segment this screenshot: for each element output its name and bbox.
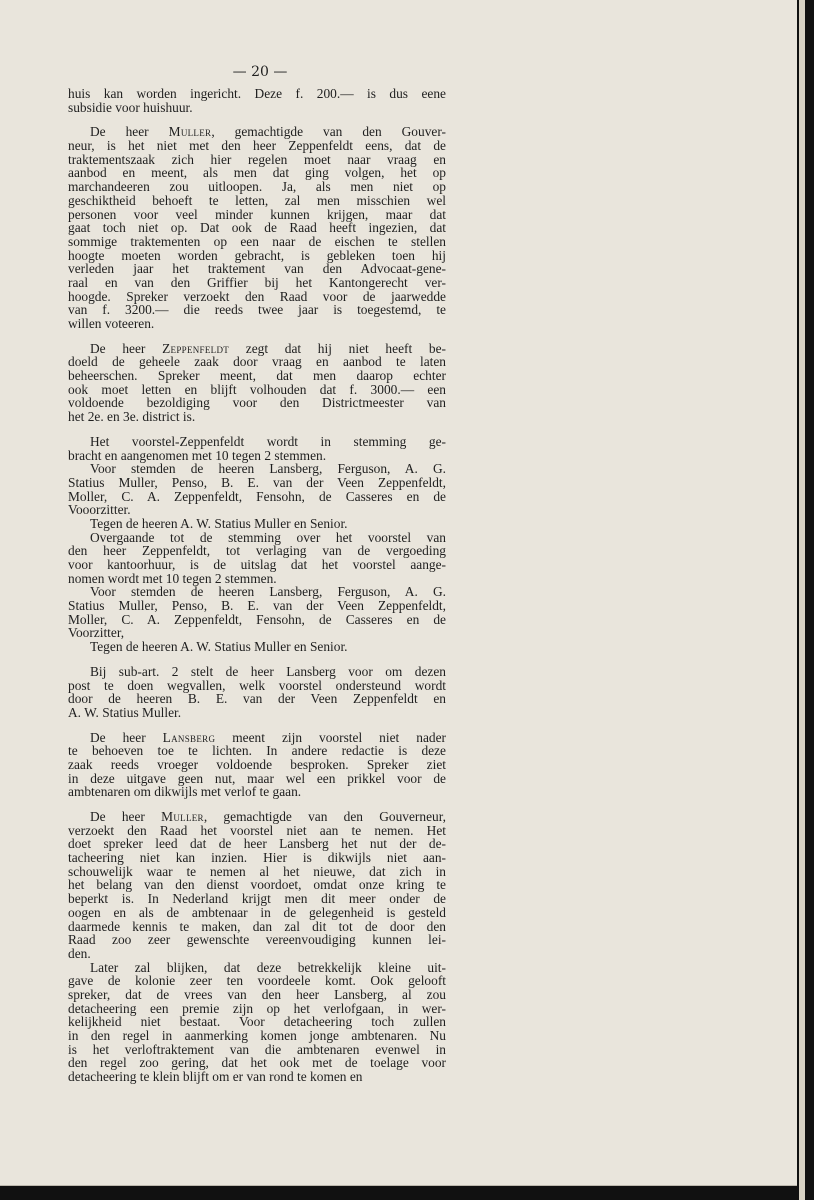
text-line: nomen wordt met 10 tegen 2 stemmen.	[68, 570, 277, 586]
text-line: verleden jaar het traktement van den Advocaat-gene-	[68, 261, 446, 277]
text-line: het 2e. en 3e. district is.	[68, 409, 196, 425]
page-number: — 20 —	[232, 64, 288, 80]
text-line: voor kantoorhuur, is de uitslag dat het voorstel aange-	[68, 557, 446, 572]
text-line: den regel zoo gering, dat het ook met de toelage voor	[68, 1055, 446, 1071]
paragraph	[68, 342, 446, 424]
text-line: Voorzitter,	[68, 625, 125, 641]
text-line: te behoeven toe te lichten. In andere redactie is deze	[68, 743, 446, 759]
text-line: den.	[68, 945, 91, 961]
text-line: De heer Muller, gemachtigde van den Gouver-	[90, 124, 446, 140]
text-line: beperkt is. In Nederland krijgt men dit meer onder de	[68, 891, 446, 907]
text-line: doet spreker leed dat de heer Lansberg het nut der de-	[68, 836, 446, 852]
text-line: voldoende bezoldiging voor den Districtmeester van	[68, 395, 446, 411]
text-line: Tegen de heeren A. W. Statius Muller en Senior.	[90, 639, 348, 655]
text-line: post te doen wegvallen, welk voorstel ondersteund wordt	[68, 677, 446, 693]
text-line: zaak reeds vroeger voldoende besproken. Spreker ziet	[68, 756, 446, 772]
text-line: geschiktheid behoeft te letten, zal men misschien wel	[68, 192, 446, 208]
text-line: kelijkheid niet bestaat. Voor detacheering toch zullen	[68, 1014, 446, 1030]
text-line: Raad zoo zeer gewenschte vereenvoudiging kunnen lei-	[68, 932, 446, 948]
text-line: Vooorzitter.	[68, 502, 131, 518]
text-line: door de heeren B. E. van der Veen Zeppenfeldt en	[68, 691, 446, 707]
text-line: detacheering te klein blijft om er van rond te komen en	[68, 1069, 363, 1085]
paragraph	[68, 517, 446, 531]
text-line: huis kan worden ingericht. Deze f. 200.— is dus eene	[68, 86, 446, 101]
text-line: hoogde. Spreker verzoekt den Raad voor de jaarwedde	[68, 288, 446, 304]
text-line: De heer Zeppenfeldt zegt dat hij niet heeft be-	[90, 340, 446, 356]
text-line: bracht en aangenomen met 10 tegen 2 stemmen.	[68, 447, 327, 463]
text-line: Voor stemden de heeren Lansberg, Ferguson, A. G.	[90, 584, 446, 600]
text-line: oogen en als de ambtenaar in de gelegenheid is gesteld	[68, 904, 446, 920]
text-line: neur, is het niet met den heer Zeppenfeldt eens, dat de	[68, 138, 446, 154]
text-line: doeld de geheele zaak door vraag en aanbod te laten	[68, 354, 446, 370]
text-line: sommige traktementen op een naar de eischen te stellen	[68, 233, 446, 249]
text-line: het belang van den dienst voordoet, omdat onze kring te	[68, 877, 446, 893]
scan-border-right	[797, 0, 814, 1200]
text-line: detacheering een premie zijn op het verlofgaan, in wer-	[68, 1000, 446, 1016]
text-line: raal en van den Griffier bij het Kantongerecht ver-	[68, 274, 446, 290]
paragraph	[68, 125, 446, 330]
speaker-name: Zeppenfeldt	[162, 340, 230, 356]
text-line: schouwelijk waar te nemen al het nieuwe, dat zich in	[68, 863, 446, 879]
text-line: Later zal blijken, dat deze betrekkelijk kleine uit-	[90, 959, 446, 975]
text-line: ambtenaren om dikwijls met verlof te gaan.	[68, 784, 302, 800]
text-line: Statius Muller, Penso, B. E. van der Veen Zeppenfeldt,	[68, 474, 446, 490]
text-line: A. W. Statius Muller.	[68, 704, 182, 720]
paragraph	[68, 531, 446, 586]
text-line: Statius Muller, Penso, B. E. van der Veen Zeppenfeldt,	[68, 598, 446, 614]
text-line: willen voteeren.	[68, 316, 155, 331]
text-line: personen voor veel minder kunnen krijgen, maar dat	[68, 206, 446, 222]
text-line: daarmede kennis te maken, dan zal dit tot de door den	[68, 918, 446, 934]
text-line: subsidie voor huishuur.	[68, 99, 193, 115]
paragraph	[68, 810, 446, 961]
speaker-name: Muller	[168, 124, 212, 140]
text-line: Tegen de heeren A. W. Statius Muller en Senior.	[90, 515, 348, 531]
text-line: ook moet letten en blijft volhouden dat f. 3000.— een	[68, 381, 446, 397]
text-line: spreker, dat de vrees van den heer Lansberg, al zou	[68, 986, 446, 1002]
text-line: Bij sub-art. 2 stelt de heer Lansberg voor om dezen	[90, 663, 446, 679]
paragraph	[68, 585, 446, 640]
text-line: Voor stemden de heeren Lansberg, Ferguson, A. G.	[90, 461, 446, 477]
text-line: aanbod en meent, als men dat ging volgen, het op	[68, 165, 446, 181]
paragraph	[68, 731, 446, 799]
body-text	[68, 87, 446, 1084]
text-line: tacheering niet kan inzien. Hier is dikwijls niet aan-	[68, 850, 446, 866]
text-line: verzoekt den Raad het voorstel niet aan te nemen. Het	[68, 822, 446, 838]
text-line: De heer Lansberg meent zijn voorstel niet nader	[90, 729, 446, 745]
paragraph	[68, 87, 446, 114]
text-line: traktementszaak zich hier regelen moet naar vraag en	[68, 151, 446, 167]
text-line: is het verloftraktement van die ambtenaren evenwel in	[68, 1041, 446, 1057]
paragraph	[68, 665, 446, 720]
text-line: Moller, C. A. Zeppenfeldt, Fensohn, de Casseres en de	[68, 488, 446, 504]
text-line: Het voorstel-Zeppenfeldt wordt in stemming ge-	[90, 433, 446, 449]
text-line: Moller, C. A. Zeppenfeldt, Fensohn, de Casseres en de	[68, 611, 446, 627]
speaker-name: Muller	[161, 809, 204, 824]
text-line: hoogte moeten worden gebracht, is gebleken toen hij	[68, 247, 446, 263]
text-line: beheerschen. Spreker meent, dat men daarop echter	[68, 368, 446, 384]
text-line: gave de kolonie zeer ten voordeele komt. Ook gelooft	[68, 973, 446, 989]
text-line: in deze uitgave geen nut, maar wel een prikkel voor de	[68, 770, 446, 786]
text-line: in den regel in aanmerking komen jonge ambtenaren. Nu	[68, 1028, 446, 1043]
text-line: marchandeeren zou uitloopen. Ja, als men niet op	[68, 179, 446, 195]
paragraph	[68, 961, 446, 1084]
text-line: Overgaande tot de stemming over het voorstel van	[90, 529, 446, 545]
text-line: De heer Muller, gemachtigde van den Gouverneur,	[90, 809, 446, 824]
paragraph	[68, 640, 446, 654]
paragraph	[68, 435, 446, 462]
paragraph	[68, 462, 446, 517]
text-line: den heer Zeppenfeldt, tot verlaging van de vergoeding	[68, 543, 446, 559]
text-line: gaat toch niet op. Dat ook de Raad heeft ingezien, dat	[68, 220, 446, 236]
text-line: van f. 3200.— die reeds twee jaar is toegestemd, te	[68, 302, 446, 318]
scan-border-bottom	[0, 1186, 797, 1200]
speaker-name: Lansberg	[162, 729, 216, 745]
